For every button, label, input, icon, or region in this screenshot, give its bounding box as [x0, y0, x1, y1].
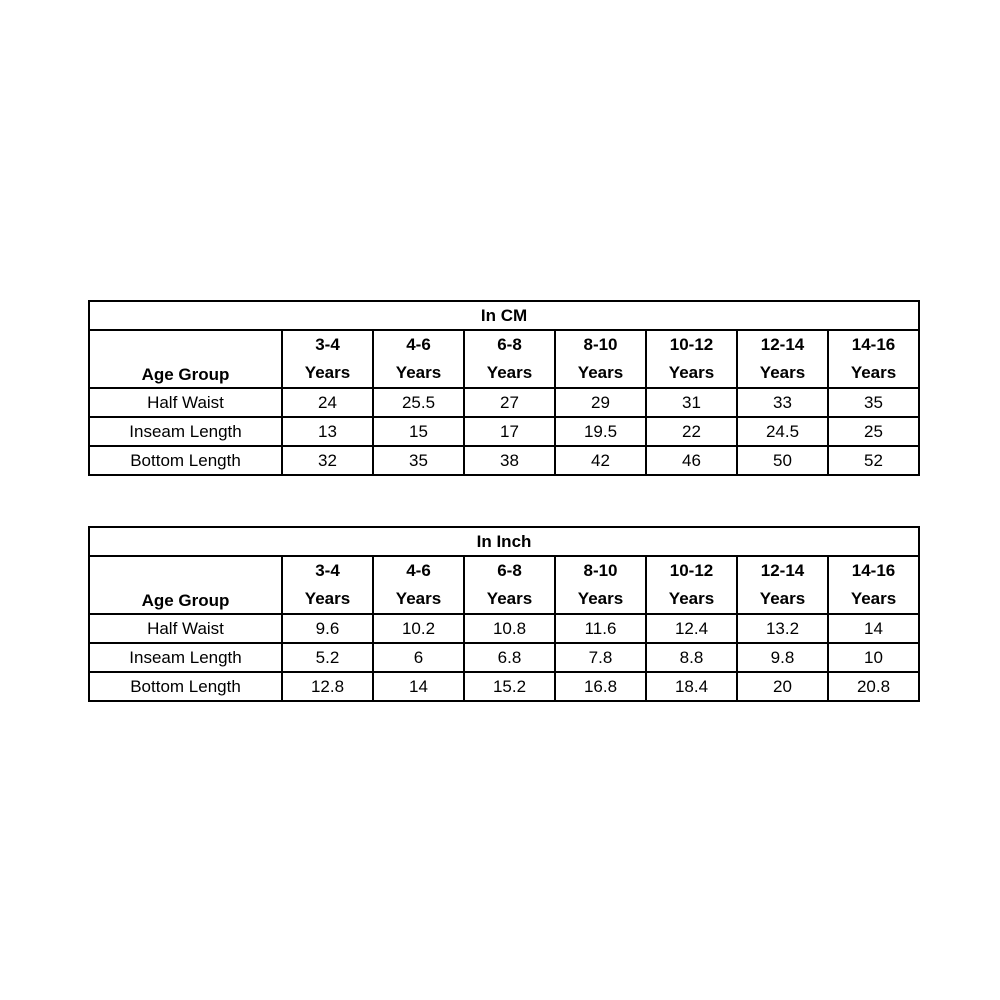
table-cell: 29 [555, 388, 646, 417]
column-unit: Years [486, 363, 533, 382]
table-cell: 42 [555, 446, 646, 475]
table-cell: 11.6 [555, 614, 646, 643]
column-range: 3-4 [315, 561, 340, 580]
table-cell: 14 [373, 672, 464, 701]
table-title: In Inch [89, 527, 919, 556]
column-unit: Years [395, 589, 442, 608]
column-range: 10-12 [669, 561, 714, 580]
table-cell: 10.2 [373, 614, 464, 643]
table-cell: 5.2 [282, 643, 373, 672]
column-range: 8-10 [583, 561, 618, 580]
column-header [282, 556, 373, 614]
column-unit: Years [850, 363, 897, 382]
table-cell: 22 [646, 417, 737, 446]
table-row [89, 614, 919, 643]
column-header [828, 556, 919, 614]
table-cell: 9.6 [282, 614, 373, 643]
table-cell: 12.8 [282, 672, 373, 701]
column-range: 6-8 [497, 335, 522, 354]
table-cell: 9.8 [737, 643, 828, 672]
table-cell: 46 [646, 446, 737, 475]
table-cell: 10.8 [464, 614, 555, 643]
column-header [646, 556, 737, 614]
table-cell: 35 [828, 388, 919, 417]
table-row [89, 446, 919, 475]
table-cell: 25.5 [373, 388, 464, 417]
table-row [89, 417, 919, 446]
age-group-header: Age Group [89, 556, 282, 614]
column-range: 14-16 [851, 335, 896, 354]
row-label: Inseam Length [89, 417, 282, 446]
column-header [555, 330, 646, 388]
column-range: 10-12 [669, 335, 714, 354]
table-cell: 20 [737, 672, 828, 701]
table-cell: 13 [282, 417, 373, 446]
row-label: Half Waist [89, 388, 282, 417]
column-header [737, 330, 828, 388]
column-unit: Years [577, 363, 624, 382]
column-header [646, 330, 737, 388]
table-cell: 8.8 [646, 643, 737, 672]
row-label: Half Waist [89, 614, 282, 643]
column-unit: Years [668, 363, 715, 382]
table-row [89, 388, 919, 417]
column-range: 8-10 [583, 335, 618, 354]
table-cell: 31 [646, 388, 737, 417]
table-cell: 24.5 [737, 417, 828, 446]
row-label: Bottom Length [89, 672, 282, 701]
column-header [373, 330, 464, 388]
column-range: 4-6 [406, 561, 431, 580]
table-cell: 15 [373, 417, 464, 446]
column-unit: Years [304, 363, 351, 382]
table-cell: 6.8 [464, 643, 555, 672]
column-unit: Years [395, 363, 442, 382]
column-unit: Years [577, 589, 624, 608]
table-cell: 27 [464, 388, 555, 417]
table-cell: 19.5 [555, 417, 646, 446]
table-header-row [89, 556, 919, 614]
column-unit: Years [668, 589, 715, 608]
table-cell: 32 [282, 446, 373, 475]
table-cell: 6 [373, 643, 464, 672]
table-cell: 35 [373, 446, 464, 475]
table-cell: 10 [828, 643, 919, 672]
column-unit: Years [759, 589, 806, 608]
table-cell: 18.4 [646, 672, 737, 701]
column-range: 4-6 [406, 335, 431, 354]
table-cell: 24 [282, 388, 373, 417]
column-unit: Years [759, 363, 806, 382]
table-cell: 14 [828, 614, 919, 643]
table-cell: 20.8 [828, 672, 919, 701]
column-header [828, 330, 919, 388]
table-title: In CM [89, 301, 919, 330]
table-cell: 13.2 [737, 614, 828, 643]
column-range: 12-14 [760, 335, 805, 354]
table-cell: 17 [464, 417, 555, 446]
table-cell: 50 [737, 446, 828, 475]
table-title-row [89, 527, 919, 556]
column-header [737, 556, 828, 614]
column-header [464, 330, 555, 388]
table-header-row [89, 330, 919, 388]
table-cell: 38 [464, 446, 555, 475]
column-range: 6-8 [497, 561, 522, 580]
size-chart-inch-table [88, 526, 920, 702]
column-unit: Years [850, 589, 897, 608]
row-label: Inseam Length [89, 643, 282, 672]
column-header [282, 330, 373, 388]
column-range: 12-14 [760, 561, 805, 580]
table-cell: 52 [828, 446, 919, 475]
table-cell: 16.8 [555, 672, 646, 701]
column-header [464, 556, 555, 614]
table-cell: 33 [737, 388, 828, 417]
column-unit: Years [304, 589, 351, 608]
table-cell: 7.8 [555, 643, 646, 672]
table-cell: 15.2 [464, 672, 555, 701]
column-range: 3-4 [315, 335, 340, 354]
table-row [89, 672, 919, 701]
column-header [373, 556, 464, 614]
table-row [89, 643, 919, 672]
table-title-row [89, 301, 919, 330]
column-unit: Years [486, 589, 533, 608]
column-range: 14-16 [851, 561, 896, 580]
column-header [555, 556, 646, 614]
table-cell: 12.4 [646, 614, 737, 643]
size-chart-cm-table [88, 300, 920, 476]
row-label: Bottom Length [89, 446, 282, 475]
table-cell: 25 [828, 417, 919, 446]
age-group-header: Age Group [89, 330, 282, 388]
